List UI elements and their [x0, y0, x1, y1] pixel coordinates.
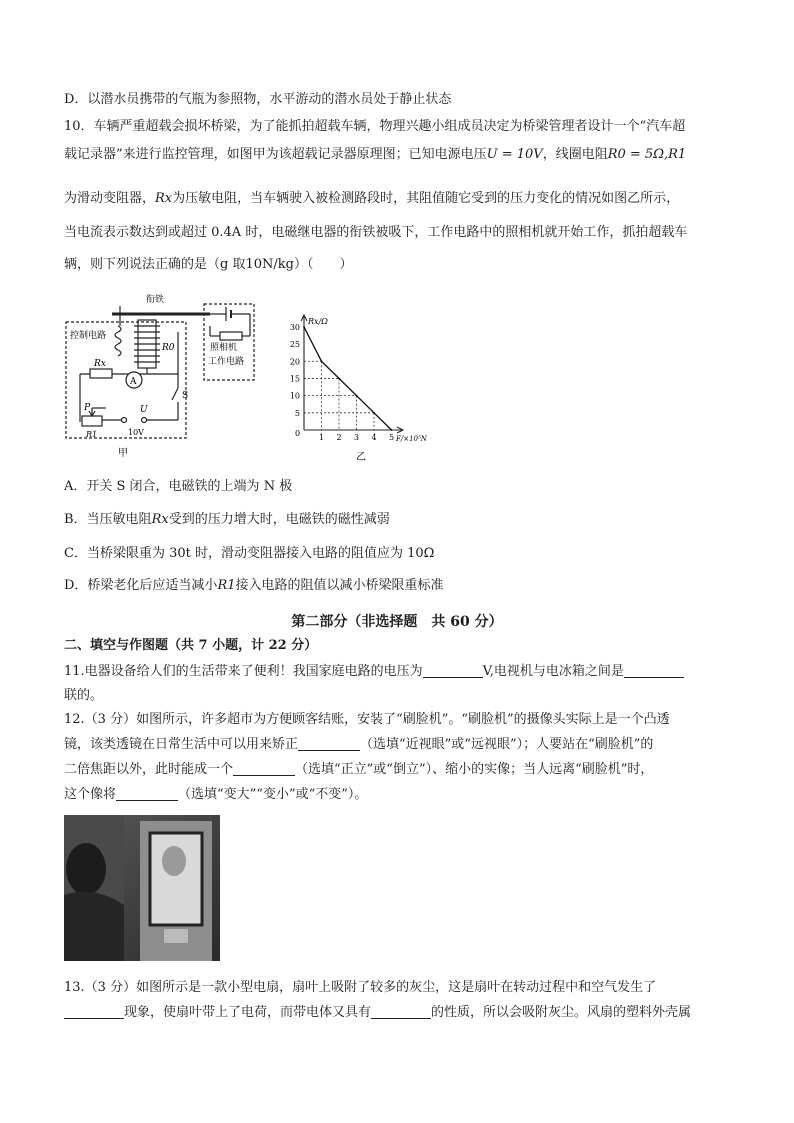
q10-option-a: A．开关 S 闭合，电磁铁的上端为 N 极 [64, 479, 293, 494]
chart-rx-vs-force [280, 312, 440, 464]
part2-title: 第二部分（非选择题 共 60 分） [291, 614, 503, 630]
label-work-circuit: 工作电路 [208, 357, 245, 367]
chart-ylabel: Rx/Ω [308, 317, 328, 326]
q12-line2: 镜，该类透镜在日常生活中可以用来矫正 （选填“近视眼”或“远视眼”）；人要站在“刷脸机”的 [64, 737, 654, 752]
figure-caption-yi: 乙 [356, 452, 366, 463]
chart-y-tick-label: 5 [294, 408, 300, 418]
label-10v: 10V [128, 428, 144, 437]
label-control-circuit: 控制电路 [70, 331, 107, 341]
q10-option-c: C．当桥梁限重为 30t 时，滑动变阻器接入电路的阻值应为 10Ω [64, 546, 435, 561]
chart-point [391, 429, 393, 431]
q10-stem-line5: 辆，则下列说法正确的是（g 取10N/kg）（ ） [64, 257, 353, 272]
label-voltage-u: U [140, 405, 148, 415]
chart-y-tick-label: 15 [289, 374, 300, 384]
q11-line2: 联的。 [64, 688, 104, 703]
label-armature: 衔铁 [146, 295, 165, 305]
chart-y-tick-label: 30 [289, 322, 300, 332]
chart-point [303, 326, 305, 328]
chart-point [321, 360, 323, 362]
q13-blank-property[interactable] [371, 1004, 431, 1019]
q11-blank-voltage[interactable] [423, 663, 483, 678]
q12-line3: 二倍焦距以外，此时能成一个 （选填“正立”或“倒立”）、缩小的实像；当人远离“刷脸机”时， [64, 762, 654, 777]
chart-x-tick-label: 2 [336, 433, 342, 442]
chart-x-tick-label: 3 [354, 433, 360, 442]
label-slider-p: P [84, 403, 91, 413]
circuit-diagram-jia [60, 292, 260, 462]
label-switch-s: S [182, 391, 189, 401]
q12-blank-correct[interactable] [298, 736, 360, 751]
label-camera: 照相机 [210, 343, 238, 353]
q10-option-d: D．桥梁老化后应适当减小R1接入电路的阻值以减小桥梁限重标准 [64, 578, 444, 593]
chart-point [338, 378, 340, 380]
q11-blank-connection[interactable] [624, 663, 684, 678]
chart-x-tick-label: 4 [371, 433, 377, 442]
chart-point [373, 412, 375, 414]
q11-line: 11.电器设备给人们的生活带来了便利！我国家庭电路的电压为 V,电视机与电冰箱之间是 [64, 663, 734, 681]
chart-point [356, 395, 358, 397]
q13-line1: 13.（3 分）如图所示是一款小型电扇，扇叶上吸附了较多的灰尘，这是扇叶在转动过程中和空气发生了 [64, 980, 657, 995]
label-r0: R0 [162, 343, 175, 353]
chart-origin-label: 0 [295, 429, 301, 438]
q10-stem-line1: 10．车辆严重超载会损坏桥梁，为了能抓拍超载车辆，物理兴趣小组成员决定为桥梁管理者设计一个“汽车超 [64, 119, 686, 134]
q12-blank-image-size[interactable] [116, 786, 178, 801]
chart-y-tick-label: 10 [289, 391, 300, 401]
chart-y-tick-label: 20 [289, 357, 300, 367]
q10-option-b: B．当压敏电阻Rx受到的压力增大时，电磁铁的磁性减弱 [64, 512, 390, 527]
chart-y-tick-label: 25 [289, 340, 300, 350]
chart-x-tick-label: 5 [389, 433, 395, 442]
label-rx: Rx [94, 359, 106, 369]
ammeter-icon: A [130, 377, 137, 387]
chart-xlabel: F/×10⁵N [396, 435, 427, 443]
q13-blank-phenomenon[interactable] [64, 1004, 124, 1019]
q10-stem-line3: 为滑动变阻器，Rx为压敏电阻，当车辆驶入被检测路段时，其阻值随它受到的压力变化的情况如图乙所示， [64, 191, 680, 206]
q12-line1: 12.（3 分）如图所示，许多超市为方便顾客结账，安装了“刷脸机”。“刷脸机”的摄像头实际上是一个凸透 [64, 712, 670, 727]
q9-option-d: D．以潜水员携带的气瓶为参照物，水平游动的潜水员处于静止状态 [64, 92, 452, 107]
figure-caption-jia: 甲 [118, 448, 128, 459]
chart-x-tick-label: 1 [319, 433, 325, 442]
face-scanner-photo [64, 815, 220, 961]
q12-line4: 这个像将 （选填“变大”“变小”或“不变”）。 [64, 787, 368, 802]
q13-line2: 现象，使扇叶带上了电荷，而带电体又具有 的性质，所以会吸附灰尘。风扇的塑料外壳属 [64, 1004, 734, 1022]
q12-blank-image-orientation[interactable] [233, 761, 295, 776]
q10-stem-line2: 载记录器”来进行监控管理，如图甲为该超载记录器原理图；已知电源电压U = 10V，线圈电阻R0 = 5Ω,R1 [64, 147, 687, 162]
section-2-heading: 二、填空与作图题（共 7 小题，计 22 分） [64, 638, 318, 653]
q10-stem-line4: 当电流表示数达到或超过 0.4A 时，电磁继电器的衔铁被吸下，工作电路中的照相机就开始工作，抓拍超载车 [64, 225, 688, 240]
label-r1: R1 [86, 430, 98, 439]
